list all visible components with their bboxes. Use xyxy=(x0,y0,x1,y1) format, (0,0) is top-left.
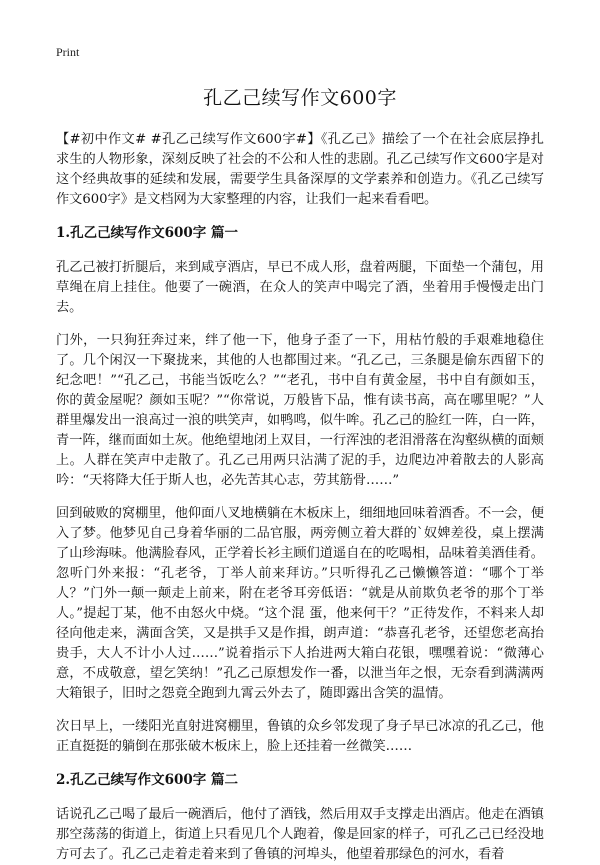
intro-paragraph: 【#初中作文# #孔乙己续写作文600字#】《孔乙己》描绘了一个在社会底层挣扎求生的人物形象，深刻反映了社会的不公和人性的悲剧。孔乙己续写作文600字是对这个经典故事的延续和发展，需要学生具备深厚的文学素养和创造力。《孔乙己续写作文600字》是文档网为大家整理的内容，让我们一起来看看吧。 xyxy=(56,132,544,207)
document-title: 孔乙己续写作文600字 xyxy=(203,87,397,109)
print-label: Print xyxy=(56,45,80,59)
section-1-paragraph: 孔乙己被打折腿后，来到咸亨酒店，早已不成人形，盘着两腿，下面垫一个蒲包，用草绳在肩上挂住。他要了一碗酒，在众人的笑声中喝完了酒，坐着用手慢慢走出门去。 xyxy=(56,260,544,315)
section-heading-1: 1.孔乙己续写作文600字 篇一 xyxy=(56,225,238,241)
section-1-paragraph: 门外，一只狗狂奔过来，绊了他一下，他身子歪了一下，用枯竹般的手艰难地稳住了。几个闲汉一下聚拢来，其他的人也都围过来。“孔乙己，三条腿是偷东西留下的纪念吧！”“孔乙己，书能当饭吃么？”“老孔，书中自有黄金屋，书中自有颜如玉，你的黄金屋呢？颜如玉呢？”“你常说，万般皆下品，惟有读书高，高在哪里呢？”人群里爆发出一浪高过一浪的哄笑声，如鸭鸣，似牛哞。孔乙己的脸红一阵，白一阵，青一阵，继而面如土灰。他绝望地闭上双目，一行浑浊的老泪滑落在沟壑纵横的面颊上。人群在笑声中走散了。孔乙己用两只沾满了泥的手，边爬边冲着散去的人影高吟：“天将降大任于斯人也，必先苦其心志，劳其筋骨……” xyxy=(56,333,544,488)
section-1-paragraph: 回到破败的窝棚里，他仰面八叉地横躺在木板床上，细细地回味着酒香。不一会，便入了梦。他梦见自己身着华丽的二品官服，两旁侧立着大群的`奴婢差役，桌上摆满了山珍海味。他满脸春风，正学着长衫主顾们道遥自在的吃喝相，品味着美酒佳肴。忽听门外来报：“孔老爷，丁举人前来拜访。”只听得孔乙己懒懒答道：“哪个丁举人？”门外一颠一颠走上前来，附在老爷耳旁低语：“就是从前欺负老爷的那个丁举人。”提起丁某，他不由怒火中烧。“这个混 蛋，他来何干？”正待发作，不料来人却径向他走来，满面含笑，又是拱手又是作揖，朗声道：“恭喜孔老爷，还望您老高抬贵手，大人不计小人过……”说着指示下人抬进两大箱白花银，嘿嘿着说：“微薄心意，不成敬意，望乞笑纳！”孔乙己原想发作一番，以泄当年之恨，无奈看到满满两大箱银子，旧时之怨竟全跑到九霄云外去了，随即露出含笑的温情。 xyxy=(56,506,544,701)
section-2-paragraph: 话说孔乙己喝了最后一碗酒后，他付了酒钱，然后用双手支撑走出酒店。他走在酒镇那空荡荡的街道上，街道上只看见几个人跑着，像是回家的样子，可孔乙己已经没地方可去了。孔乙己走着走着来到了鲁镇的河埠头，他望着那绿色的河水，看着 xyxy=(56,807,544,862)
section-1-paragraph: 次日早上，一缕阳光直射进窝棚里，鲁镇的众乡邻发现了身子早已冰凉的孔乙己，他正直挺挺的躺倒在那张破木板床上，脸上还挂着一丝微笑…… xyxy=(56,719,544,754)
section-heading-2: 2.孔乙己续写作文600字 篇二 xyxy=(56,772,238,788)
